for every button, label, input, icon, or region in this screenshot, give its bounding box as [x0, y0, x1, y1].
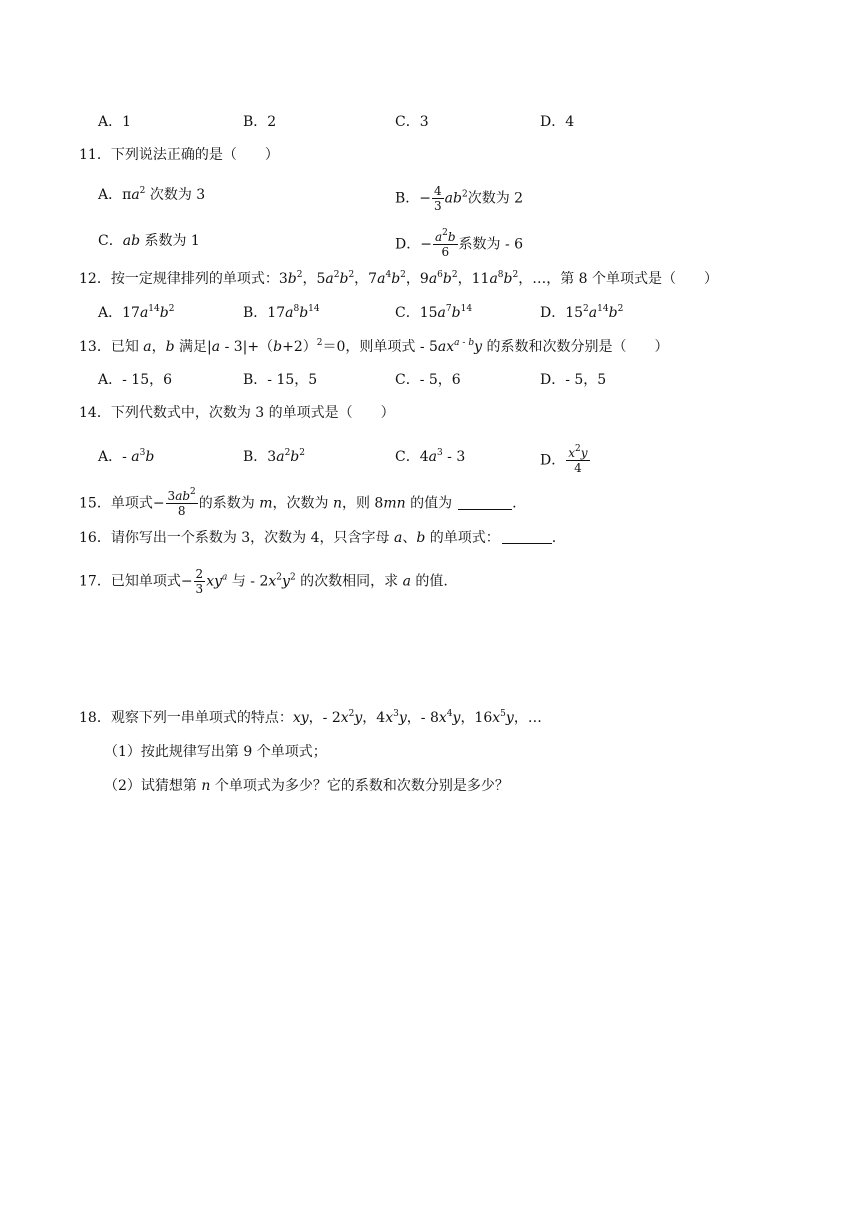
q16: 16．请你写出一个系数为 3，次数为 4，只含字母 a、b 的单项式： .: [79, 530, 557, 546]
q14-option-c: C．$4a^3 - 3$: [395, 448, 466, 465]
q13-option-a: A．- 15，6: [98, 372, 173, 388]
q12-option-c: C．$15a^7b^{14}$: [395, 304, 473, 321]
q11-option-b: B．− $\frac{4}{3}$ $ab^2$次数为 2: [395, 184, 524, 213]
q11-stem: 11．下列说法正确的是（ ）: [79, 147, 279, 163]
q11-options-row2: [0, 228, 860, 259]
q18-stem: 18．观察下列一串单项式的特点：xy，- $2x^2y$，$4x^3y$，- $8x^4y$，$16x^5y$，…: [79, 709, 542, 726]
q14-option-a: A．- $a^3b$: [98, 448, 155, 465]
q16-answer-blank[interactable]: [502, 529, 552, 544]
q15: 15．单项式− $\frac{3ab^2}{8}$ 的系数为 m，次数为 n，则 8mn 的值为 .: [79, 487, 517, 518]
q11-options-row1: [0, 184, 860, 213]
q18-sub2: （2）试猜想第 n 个单项式为多少？它的系数和次数分别是多少？: [104, 778, 509, 794]
q13-option-c: C．- 5，6: [395, 372, 461, 388]
q14-option-b: B．$3a^2b^2$: [243, 448, 305, 465]
q11-option-d: D．− $\frac{a^2b}{6}$ 系数为 - 6: [395, 228, 524, 259]
q17: 17．已知单项式− $\frac{2}{3}$ $xy^a$ 与 - $2x^2y^2$ 的次数相同，求 a 的值.: [79, 567, 448, 596]
q13-options: [0, 369, 860, 391]
q12-option-a: A．$17a^{14}b^2$: [98, 304, 175, 321]
q15-answer-blank[interactable]: [458, 495, 512, 510]
q13-option-d: D．- 5，5: [540, 372, 607, 388]
q14-options: [0, 444, 860, 475]
q12-options: [0, 302, 860, 324]
q10-option-c: C．3: [395, 114, 429, 130]
q13-option-b: B．- 15，5: [243, 372, 318, 388]
q11-option-c: C．ab 系数为 1: [98, 233, 200, 249]
q12-stem: 12．按一定规律排列的单项式：$3b^2$，$5a^2b^2$，$7a^4b^2$，$9a^6b^2$，$11a^8b^2$，…，第 8 个单项式是（ ）: [79, 270, 719, 287]
q10-option-d: D．4: [540, 114, 575, 130]
q12-option-d: D．$15^2a^{14}b^2$: [540, 304, 624, 321]
q14-option-d: D． $\frac{x^2y}{4}$: [540, 444, 588, 475]
q13-stem: 13．已知 a，b 满足$|a - 3|+(b+2)^2=0$，则单项式 - $5ax^{a - b}y$ 的系数和次数分别是（ ）: [79, 338, 669, 355]
q18-sub1: （1）按此规律写出第 9 个单项式；: [104, 744, 327, 760]
q10-option-b: B．2: [243, 114, 277, 130]
q10-option-a: A．1: [98, 114, 132, 130]
q11-option-a: A．$\pi a^2$ 次数为 3: [98, 186, 206, 203]
q14-stem: 14．下列代数式中，次数为 3 的单项式是（ ）: [79, 405, 395, 421]
q10-options: [0, 111, 860, 133]
q12-option-b: B．$17a^8b^{14}$: [243, 304, 320, 321]
